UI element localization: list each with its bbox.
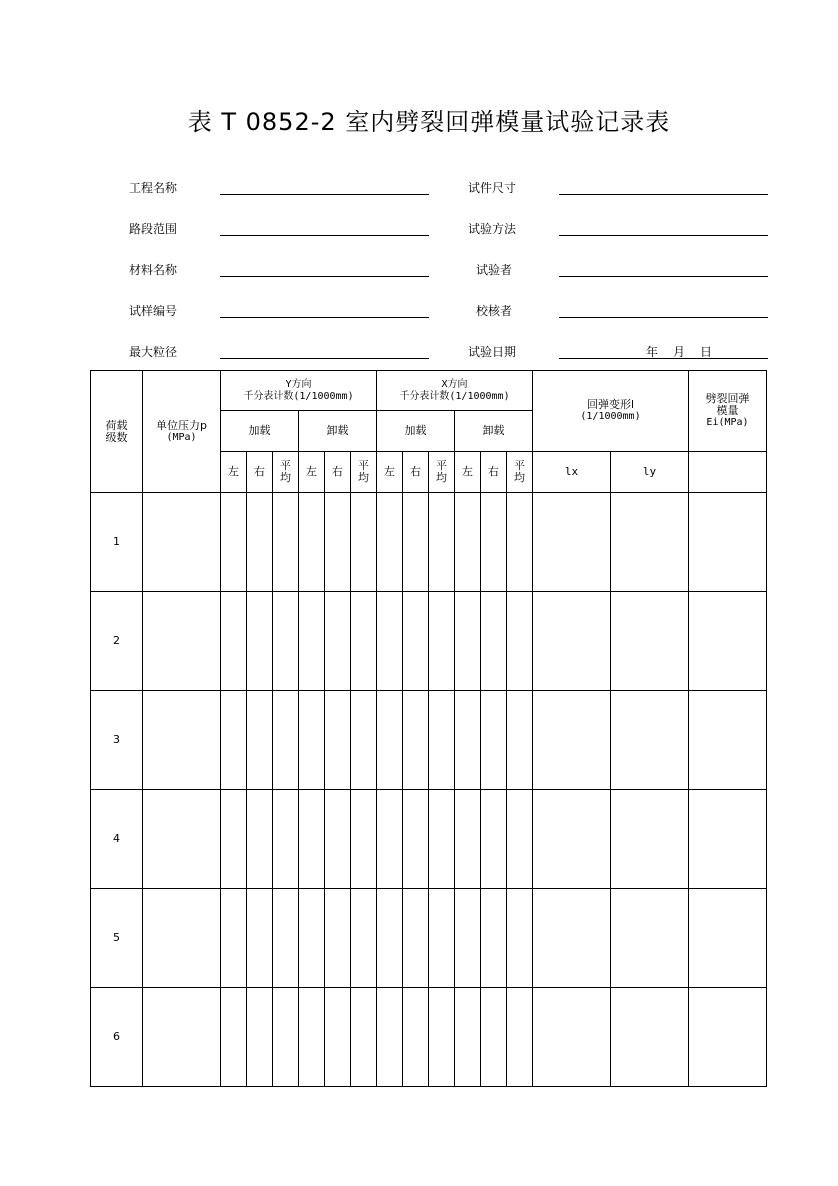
data-cell[interactable] — [351, 493, 377, 592]
data-cell[interactable] — [403, 790, 429, 889]
field-checker[interactable] — [559, 317, 768, 318]
table-row — [91, 592, 767, 691]
data-cell[interactable] — [429, 988, 455, 1087]
row-load-level: 5 — [91, 889, 143, 988]
y-unload-right: 右 — [325, 452, 351, 493]
data-cell[interactable] — [507, 493, 533, 592]
data-cell[interactable] — [507, 592, 533, 691]
data-cell[interactable] — [247, 889, 273, 988]
field-sample-number[interactable] — [220, 317, 429, 318]
field-test-date[interactable] — [559, 358, 768, 359]
header-y-direction: Y方向 千分表计数(1/1000mm) — [221, 371, 377, 411]
x-unload-left: 左 — [455, 452, 481, 493]
label-specimen-size: 试件尺寸 — [468, 181, 517, 195]
table-row — [91, 988, 767, 1087]
data-cell[interactable] — [689, 889, 767, 988]
header-x-direction: X方向 千分表计数(1/1000mm) — [377, 371, 533, 411]
data-cell[interactable] — [273, 889, 299, 988]
header-modulus: 劈裂回弹 模量 Ei(MPa) — [689, 371, 767, 452]
field-test-method[interactable] — [559, 235, 768, 236]
label-tester: 试验者 — [476, 263, 513, 277]
data-cell[interactable] — [143, 493, 221, 592]
data-cell[interactable] — [481, 988, 507, 1087]
data-cell[interactable] — [143, 691, 221, 790]
row-load-level: 4 — [91, 790, 143, 889]
field-material-name[interactable] — [220, 276, 429, 277]
data-cell[interactable] — [247, 493, 273, 592]
y-unload-average: 平 均 — [351, 452, 377, 493]
data-cell[interactable] — [247, 691, 273, 790]
data-cell[interactable] — [325, 790, 351, 889]
y-load-right: 右 — [247, 452, 273, 493]
data-rows — [91, 493, 767, 1087]
table-row — [91, 691, 767, 790]
label-test-method: 试验方法 — [468, 222, 517, 236]
data-cell[interactable] — [611, 493, 689, 592]
data-cell[interactable] — [143, 889, 221, 988]
data-cell[interactable] — [533, 889, 611, 988]
row-load-level: 3 — [91, 691, 143, 790]
data-cell[interactable] — [403, 691, 429, 790]
data-cell[interactable] — [403, 889, 429, 988]
data-cell[interactable] — [481, 889, 507, 988]
x-unload-average: 平 均 — [507, 452, 533, 493]
header-ly: ly — [611, 452, 689, 493]
data-cell[interactable] — [481, 691, 507, 790]
header-load-level: 荷载 级数 — [91, 371, 143, 493]
table-row — [91, 790, 767, 889]
data-cell[interactable] — [507, 988, 533, 1087]
data-cell[interactable] — [533, 988, 611, 1087]
page-title: 表 T 0852-2 室内劈裂回弹模量试验记录表 — [187, 108, 671, 136]
data-cell[interactable] — [611, 592, 689, 691]
data-cell[interactable] — [377, 691, 403, 790]
header-unit-pressure: 单位压力p (MPa) — [143, 371, 221, 493]
data-cell[interactable] — [611, 988, 689, 1087]
data-cell[interactable] — [507, 790, 533, 889]
field-section-range[interactable] — [220, 235, 429, 236]
data-cell[interactable] — [299, 988, 325, 1087]
data-cell[interactable] — [299, 790, 325, 889]
data-cell[interactable] — [377, 790, 403, 889]
data-cell[interactable] — [689, 493, 767, 592]
data-cell[interactable] — [377, 988, 403, 1087]
y-unloading: 卸载 — [299, 411, 377, 452]
data-cell[interactable] — [481, 493, 507, 592]
data-cell[interactable] — [221, 790, 247, 889]
x-load-right: 右 — [403, 452, 429, 493]
header-lx: lx — [533, 452, 611, 493]
data-cell[interactable] — [689, 790, 767, 889]
label-test-date: 试验日期 — [468, 345, 517, 359]
data-cell[interactable] — [221, 493, 247, 592]
data-cell[interactable] — [429, 691, 455, 790]
date-day: 日 — [700, 345, 713, 359]
data-cell[interactable] — [429, 592, 455, 691]
header-rebound-deformation: 回弹变形l (1/1000mm) — [533, 371, 689, 452]
data-cell[interactable] — [533, 790, 611, 889]
data-cell[interactable] — [273, 592, 299, 691]
data-cell[interactable] — [377, 592, 403, 691]
data-cell[interactable] — [533, 592, 611, 691]
data-cell[interactable] — [351, 988, 377, 1087]
data-cell[interactable] — [351, 889, 377, 988]
x-unload-right: 右 — [481, 452, 507, 493]
row-load-level: 2 — [91, 592, 143, 691]
data-cell[interactable] — [325, 691, 351, 790]
label-section-range: 路段范围 — [129, 222, 178, 236]
data-cell[interactable] — [611, 691, 689, 790]
data-cell[interactable] — [221, 592, 247, 691]
data-cell[interactable] — [429, 493, 455, 592]
y-load-left: 左 — [221, 452, 247, 493]
x-unloading: 卸载 — [455, 411, 533, 452]
label-sample-number: 试样编号 — [129, 304, 178, 318]
x-load-left: 左 — [377, 452, 403, 493]
data-cell[interactable] — [689, 691, 767, 790]
data-cell[interactable] — [455, 790, 481, 889]
data-cell[interactable] — [221, 988, 247, 1087]
data-cell[interactable] — [221, 889, 247, 988]
data-cell[interactable] — [247, 790, 273, 889]
data-cell[interactable] — [247, 592, 273, 691]
data-cell[interactable] — [143, 988, 221, 1087]
field-tester[interactable] — [559, 276, 768, 277]
data-cell[interactable] — [351, 691, 377, 790]
table-row — [91, 889, 767, 988]
data-cell[interactable] — [221, 691, 247, 790]
data-cell[interactable] — [481, 592, 507, 691]
data-cell[interactable] — [325, 592, 351, 691]
data-cell[interactable] — [351, 790, 377, 889]
label-checker: 校核者 — [476, 304, 513, 318]
data-cell[interactable] — [325, 493, 351, 592]
data-cell[interactable] — [455, 889, 481, 988]
data-cell[interactable] — [325, 988, 351, 1087]
y-loading: 加载 — [221, 411, 299, 452]
data-cell[interactable] — [689, 988, 767, 1087]
date-month: 月 — [673, 345, 686, 359]
data-cell[interactable] — [533, 493, 611, 592]
field-specimen-size[interactable] — [559, 194, 768, 195]
data-cell[interactable] — [455, 988, 481, 1087]
data-cell[interactable] — [429, 790, 455, 889]
data-cell[interactable] — [403, 592, 429, 691]
y-load-average: 平 均 — [273, 452, 299, 493]
data-cell[interactable] — [455, 493, 481, 592]
data-cell[interactable] — [689, 592, 767, 691]
data-cell[interactable] — [325, 889, 351, 988]
table-row — [91, 493, 767, 592]
data-cell[interactable] — [299, 493, 325, 592]
data-cell[interactable] — [403, 493, 429, 592]
data-cell[interactable] — [143, 592, 221, 691]
modulus-blank — [689, 452, 767, 493]
data-cell[interactable] — [481, 790, 507, 889]
field-max-particle-size[interactable] — [220, 358, 429, 359]
data-cell[interactable] — [299, 592, 325, 691]
data-cell[interactable] — [455, 691, 481, 790]
data-cell[interactable] — [611, 889, 689, 988]
row-load-level: 1 — [91, 493, 143, 592]
data-cell[interactable] — [299, 691, 325, 790]
data-cell[interactable] — [273, 988, 299, 1087]
data-cell[interactable] — [273, 493, 299, 592]
label-material-name: 材料名称 — [129, 263, 178, 277]
data-cell[interactable] — [143, 790, 221, 889]
data-cell[interactable] — [507, 889, 533, 988]
data-cell[interactable] — [351, 592, 377, 691]
x-load-average: 平 均 — [429, 452, 455, 493]
data-cell[interactable] — [299, 889, 325, 988]
data-cell[interactable] — [247, 988, 273, 1087]
y-unload-left: 左 — [299, 452, 325, 493]
x-loading: 加载 — [377, 411, 455, 452]
data-cell[interactable] — [429, 889, 455, 988]
date-year: 年 — [646, 345, 659, 359]
label-max-particle-size: 最大粒径 — [129, 345, 178, 359]
data-cell[interactable] — [507, 691, 533, 790]
data-cell[interactable] — [273, 691, 299, 790]
test-record-table — [90, 370, 767, 1087]
row-load-level: 6 — [91, 988, 143, 1087]
data-cell[interactable] — [273, 790, 299, 889]
field-project-name[interactable] — [220, 194, 429, 195]
data-cell[interactable] — [533, 691, 611, 790]
data-cell[interactable] — [403, 988, 429, 1087]
data-cell[interactable] — [455, 592, 481, 691]
data-cell[interactable] — [377, 889, 403, 988]
data-cell[interactable] — [611, 790, 689, 889]
label-project-name: 工程名称 — [129, 181, 178, 195]
data-cell[interactable] — [377, 493, 403, 592]
